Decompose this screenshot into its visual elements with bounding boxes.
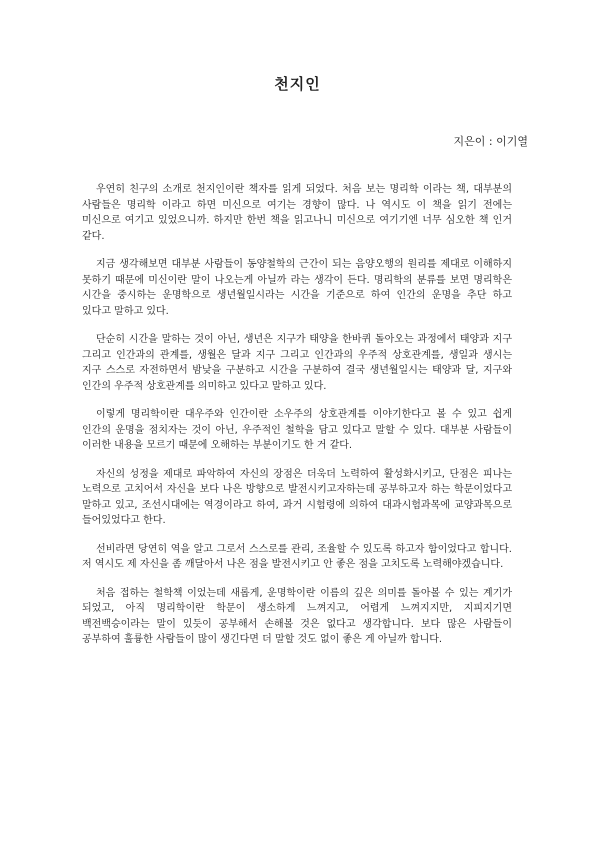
paragraph: 우연히 친구의 소개로 천지인이란 책자를 읽게 되었다. 처음 보는 명리학 이라는 책, 대부분의 사람들은 명리학 이라고 하면 미신으로 여기는 경향이 많다. 나 역시도 이 책을 읽기 전에는 미신으로 여기고 있었으니까. 하지만 한번 책을 읽고나니 미신으로 여기기엔 너무 심오한 책 인거 같다. bbox=[82, 184, 512, 242]
author-line: 지은이 : 이기열 bbox=[453, 135, 528, 148]
document-title: 천지인 bbox=[274, 75, 321, 93]
paragraph: 자신의 성정을 제대로 파악하여 자신의 장점은 더욱더 노력하여 활성화시키고, 단점은 피나는 노력으로 고치어서 자신을 보다 나은 방향으로 발전시키고자하는데 공부하고자 하는 학문이었다고 말하고 있고, 조선시대에는 역경이라고 하여, 과거 시험령에 의하여 대과시험과목에 교양과목으로 들어있었다고 한다. bbox=[82, 468, 512, 526]
paragraph: 처음 접하는 철학책 이었는데 새롭게, 운명학이란 이름의 깊은 의미를 돌아볼 수 있는 계기가 되었고, 아직 명리학이란 학문이 생소하게 느껴지고, 어렵게 느껴지지만, 지피지기면 백전백승이라는 말이 있듯이 공부해서 손해볼 것은 없다고 생각합니다. 보다 많은 사람들이 공부하여 훌륭한 사람들이 많이 생긴다면 더 말할 것도 없이 좋은 게 아닐까 합니다. bbox=[82, 587, 512, 645]
paragraph: 단순히 시간을 말하는 것이 아닌, 생년은 지구가 태양을 한바퀴 돌아오는 과정에서 태양과 지구 그리고 인간과의 관계를, 생월은 달과 지구 그리고 인간과의 우주적 상호관계를, 생일과 생시는 지구 스스로 자전하면서 밤낮을 구분하고 시간을 구분하여 결국 생년월일시는 태양과 달, 지구와 인간의 우주적 상호관계를 의미하고 있다고 말하고 있다. bbox=[82, 334, 512, 392]
document-body bbox=[82, 182, 512, 661]
paragraph: 지금 생각해보면 대부분 사람들이 동양철학의 근간이 되는 음양오행의 원리를 제대로 이해하지 못하기 때문에 미신이란 말이 나오는게 아닐까 라는 생각이 든다. 명리학의 분류를 보면 명리학은 시간을 중시하는 운명학으로 생년월일시라는 시간을 기준으로 하여 인간의 운명을 추단 하고 있다고 말하고 있다. bbox=[82, 259, 512, 317]
paragraph: 이렇게 명리학이란 대우주와 인간이란 소우주의 상호관계를 이야기한다고 볼 수 있고 쉽게 인간의 운명을 점치자는 것이 아닌, 우주적인 철학을 담고 있다고 말할 수 있다. 대부분 사람들이 이러한 내용을 모르기 때문에 오해하는 부분이기도 한 거 같다. bbox=[82, 409, 512, 451]
paragraph: 선비라면 당연히 역을 알고 그로서 스스로를 관리, 조율할 수 있도록 하고자 함이었다고 합니다. 저 역시도 제 자신을 좀 깨달아서 나은 점을 발전시키고 안 좋은 점을 고치도록 노력해야겠습니다. bbox=[82, 543, 512, 570]
